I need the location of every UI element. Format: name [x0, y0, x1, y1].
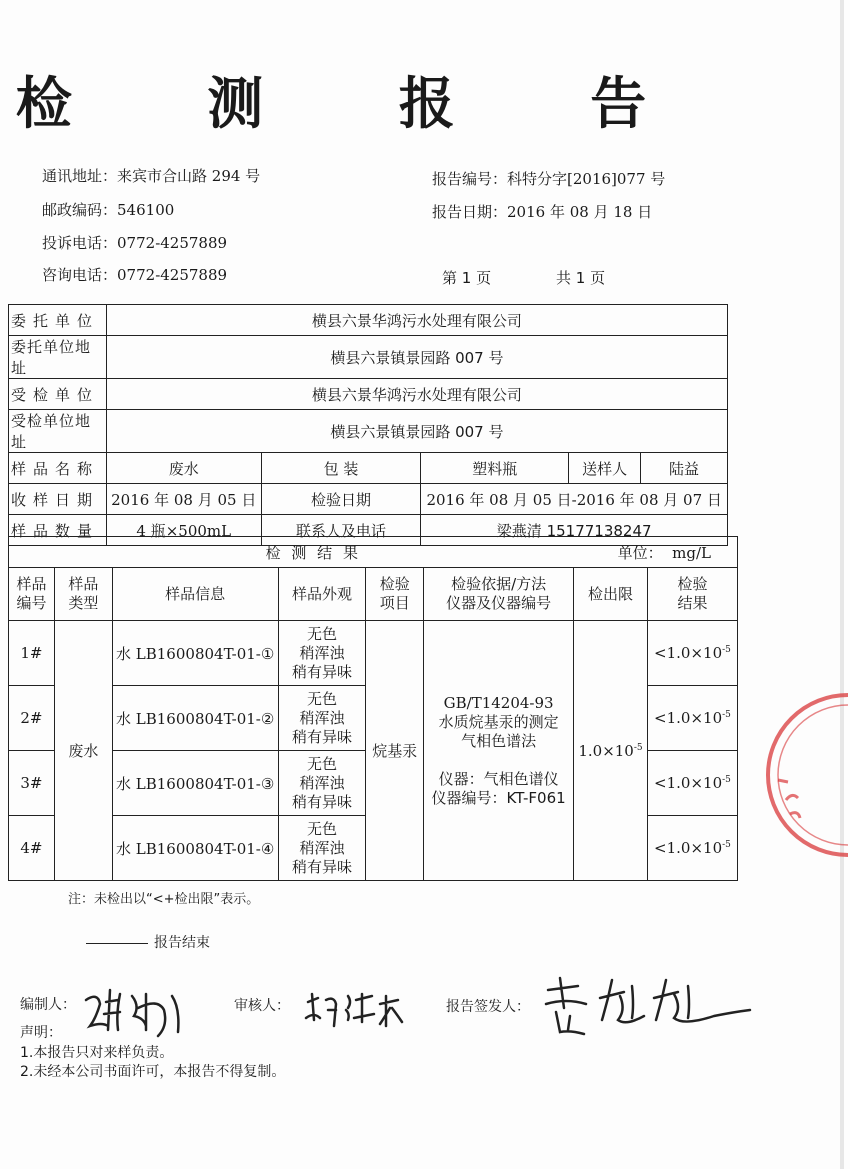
table-row	[9, 621, 738, 686]
appearance-line: 稍有异味	[291, 727, 352, 746]
page-number: 第 1 页	[442, 269, 492, 287]
col-limit: 检出限	[574, 568, 648, 621]
sample-no: 3#	[9, 751, 55, 816]
sample-appearance	[278, 816, 366, 881]
sample-info-table	[8, 304, 728, 546]
appearance-line: 无色	[306, 754, 337, 773]
appearance-line: 稍浑浊	[299, 643, 345, 662]
sample-no: 1#	[9, 621, 55, 686]
test-date-value: 2016 年 08 月 05 日-2016 年 08 月 07 日	[421, 484, 728, 515]
declaration-line-1: 1.本报告只对来样负责。	[20, 1045, 174, 1061]
result-exponent: -5	[722, 840, 731, 850]
inquiry-value: 0772-4257889	[117, 266, 228, 284]
report-no-row	[432, 168, 665, 189]
sample-info: 水 LB1600804T-01-①	[112, 621, 278, 686]
results-table	[8, 536, 738, 881]
scan-edge	[840, 0, 844, 1169]
quantity-label: 样品数量	[9, 515, 107, 546]
col-result-1: 检验	[677, 575, 708, 593]
reviewer-signature	[300, 988, 430, 1034]
collect-date-label: 收样日期	[9, 484, 107, 515]
test-result	[647, 816, 737, 881]
test-result	[647, 751, 737, 816]
col-sample-no-1: 样品	[16, 575, 47, 593]
sample-name-label: 样品名称	[9, 453, 107, 484]
address-row	[42, 165, 260, 186]
compiler-signature	[76, 980, 216, 1050]
col-item-2: 项目	[379, 594, 410, 612]
col-item	[366, 568, 424, 621]
test-method	[424, 621, 574, 881]
inspected-label: 受检单位	[9, 379, 107, 410]
method-line: 仪器：气相色谱仪	[438, 769, 559, 788]
complaint-row	[42, 232, 227, 253]
method-line: GB/T14204-93	[443, 693, 554, 712]
sample-no: 2#	[9, 686, 55, 751]
collect-date-value: 2016 年 08 月 05 日	[106, 484, 261, 515]
appearance-line: 稍有异味	[291, 792, 352, 811]
inspected-address-label: 受检单位地址	[9, 410, 107, 453]
detection-limit	[574, 621, 648, 881]
compiler-label: 编制人：	[20, 997, 76, 1013]
address-label: 通讯地址：	[42, 167, 118, 185]
appearance-line: 无色	[306, 624, 337, 643]
client-label: 委托单位	[9, 305, 107, 336]
quantity-value: 4 瓶×500mL	[106, 515, 261, 546]
appearance-line: 稍浑浊	[299, 838, 345, 857]
postcode-label: 邮政编码：	[42, 201, 118, 219]
col-method	[424, 568, 574, 621]
inspected-value: 横县六景华鸿污水处理有限公司	[106, 379, 727, 410]
company-seal-stamp	[738, 690, 848, 860]
contact-value: 梁燕清 15177138247	[421, 515, 728, 546]
col-result	[647, 568, 737, 621]
client-row	[9, 305, 728, 336]
report-end-text: 报告结束	[154, 935, 210, 951]
client-address-row	[9, 336, 728, 379]
sender-label: 送样人	[569, 453, 641, 484]
col-sample-type-1: 样品	[68, 575, 99, 593]
method-line: 水质烷基汞的测定	[438, 712, 559, 731]
sample-name-row	[9, 453, 728, 484]
sample-name-value: 废水	[106, 453, 261, 484]
issuer-label: 报告签发人：	[446, 999, 530, 1015]
client-address-label: 委托单位地址	[9, 336, 107, 379]
results-heading-row	[9, 537, 738, 568]
sample-info: 水 LB1600804T-01-④	[112, 816, 278, 881]
inspected-address-value: 横县六景镇景园路 007 号	[106, 410, 727, 453]
end-dash	[86, 943, 148, 944]
result-mantissa: <1.0×10	[654, 774, 723, 792]
issuer-signature	[540, 968, 754, 1048]
result-exponent: -5	[722, 775, 731, 785]
reviewer-label: 审核人：	[234, 998, 290, 1014]
appearance-line: 无色	[306, 689, 337, 708]
report-no-value: 科特分字[2016]077 号	[507, 170, 666, 188]
report-date-value: 2016 年 08 月 18 日	[507, 203, 653, 221]
method-line: 气相色谱法	[461, 731, 537, 750]
result-mantissa: <1.0×10	[654, 839, 723, 857]
sender-value: 陆益	[641, 453, 728, 484]
inquiry-label: 咨询电话：	[42, 266, 118, 284]
sample-info: 水 LB1600804T-01-③	[112, 751, 278, 816]
limit-mantissa: 1.0×10	[578, 741, 634, 760]
declaration-label: 声明：	[20, 1025, 62, 1041]
package-value: 塑料瓶	[421, 453, 569, 484]
result-exponent: -5	[722, 710, 731, 720]
report-date-row	[432, 201, 652, 222]
complaint-label: 投诉电话：	[42, 234, 118, 252]
result-exponent: -5	[722, 645, 731, 655]
col-appearance: 样品外观	[278, 568, 366, 621]
collect-date-row	[9, 484, 728, 515]
contact-label: 联系人及电话	[261, 515, 421, 546]
appearance-line: 稍有异味	[291, 662, 352, 681]
sample-no: 4#	[9, 816, 55, 881]
report-title: 检 测 报 告	[15, 71, 705, 137]
address-value: 来宾市合山路 294 号	[117, 167, 261, 185]
results-title: 检 测 结 果	[265, 543, 361, 562]
sample-appearance	[278, 621, 366, 686]
client-address-value: 横县六景镇景园路 007 号	[106, 336, 727, 379]
appearance-line: 稍有异味	[291, 857, 352, 876]
unit-label	[618, 542, 711, 563]
postcode-value: 546100	[117, 201, 175, 219]
sample-info: 水 LB1600804T-01-②	[112, 686, 278, 751]
appearance-line: 稍浑浊	[299, 708, 345, 727]
report-date-label: 报告日期：	[432, 203, 508, 221]
appearance-line: 无色	[306, 819, 337, 838]
col-sample-no-2: 编号	[16, 594, 47, 612]
col-result-2: 结果	[677, 594, 708, 612]
unit-value: mg/L	[672, 543, 711, 562]
method-line: 仪器编号：KT-F061	[431, 788, 566, 807]
results-column-header	[9, 568, 738, 621]
test-result	[647, 686, 737, 751]
footnote: 注：未检出以“<+检出限”表示。	[68, 892, 260, 907]
sample-appearance	[278, 686, 366, 751]
result-mantissa: <1.0×10	[654, 644, 723, 662]
test-result	[647, 621, 737, 686]
col-sample-type	[54, 568, 112, 621]
report-no-label: 报告编号：	[432, 170, 508, 188]
sample-appearance	[278, 751, 366, 816]
complaint-value: 0772-4257889	[117, 234, 228, 252]
limit-exponent: -5	[633, 742, 643, 753]
report-end	[86, 932, 210, 952]
col-sample-no	[9, 568, 55, 621]
col-item-1: 检验	[379, 575, 410, 593]
col-sample-info: 样品信息	[112, 568, 278, 621]
test-item: 烷基汞	[366, 621, 424, 881]
test-date-label: 检验日期	[261, 484, 421, 515]
client-value: 横县六景华鸿污水处理有限公司	[106, 305, 727, 336]
inspected-address-row	[9, 410, 728, 453]
appearance-line: 稍浑浊	[299, 773, 345, 792]
col-method-2: 仪器及仪器编号	[446, 594, 552, 612]
results-heading	[9, 537, 738, 568]
declaration-line-2: 2.未经本公司书面许可，本报告不得复制。	[20, 1064, 286, 1080]
unit-label-text: 单位：	[617, 543, 663, 562]
inspected-row	[9, 379, 728, 410]
total-pages: 共 1 页	[556, 269, 606, 287]
col-method-1: 检验依据/方法	[451, 575, 547, 593]
postcode-row	[42, 199, 174, 220]
package-label: 包 装	[261, 453, 421, 484]
sample-type: 废水	[54, 621, 112, 881]
result-mantissa: <1.0×10	[654, 709, 723, 727]
inquiry-row	[42, 264, 227, 285]
col-sample-type-2: 类型	[68, 594, 99, 612]
